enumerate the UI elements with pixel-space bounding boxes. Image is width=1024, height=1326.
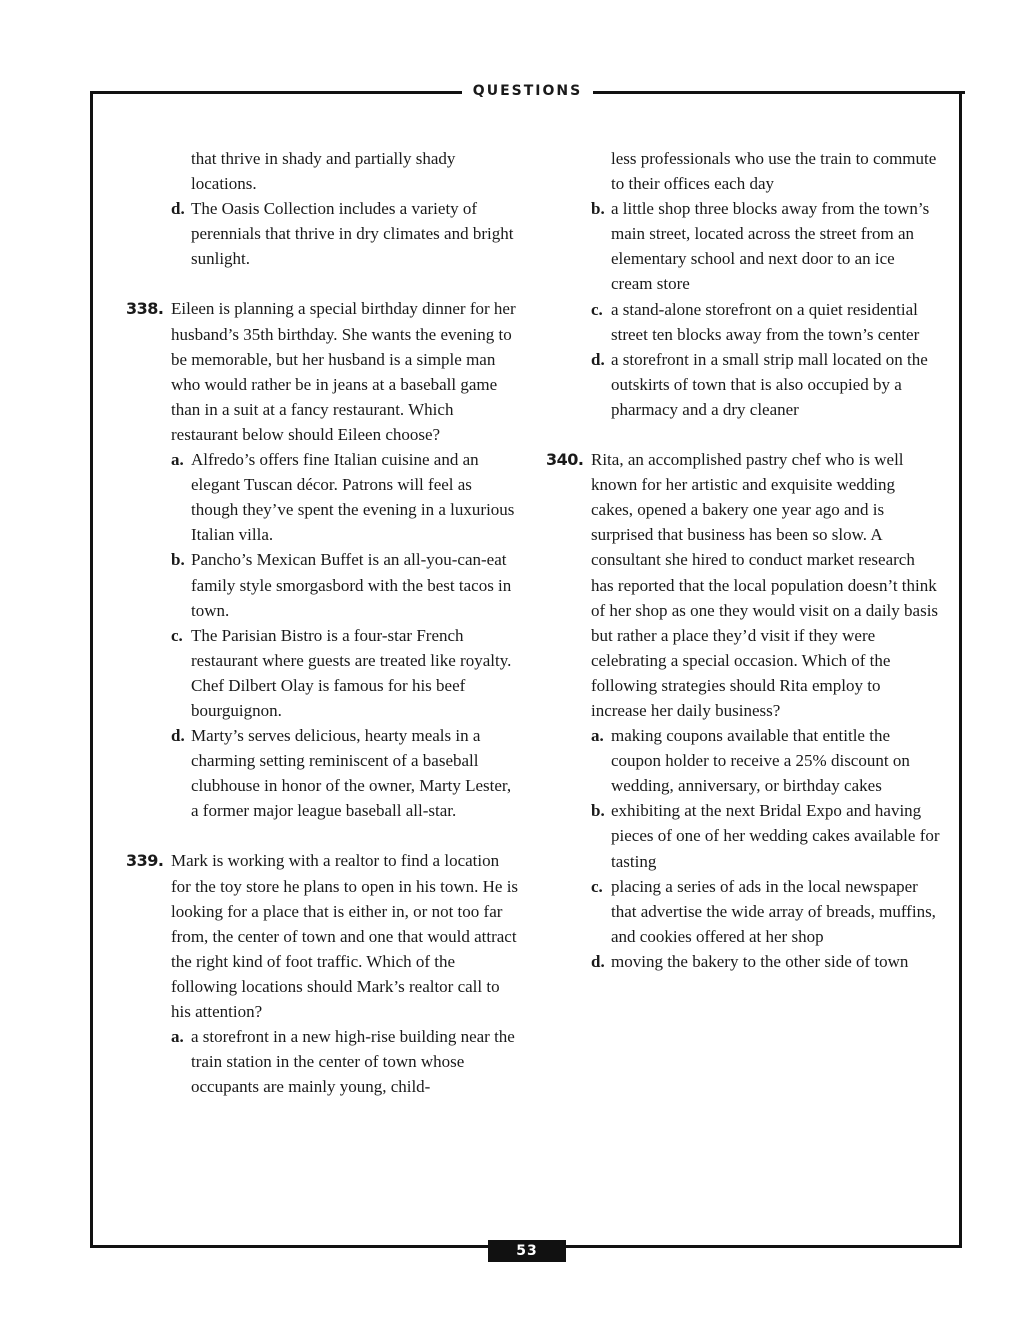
question-number: 339. bbox=[126, 851, 164, 871]
q340-option-c bbox=[540, 874, 940, 949]
option-text: The Parisian Bistro is a four-star French restaurant where guests are treated like royalty. Chef Dilbert Olay is famous for his beef bourguignon. bbox=[191, 625, 512, 720]
right-column bbox=[540, 146, 940, 974]
option-letter: c. bbox=[171, 625, 183, 645]
option-letter: c. bbox=[591, 299, 603, 319]
option-text: making coupons available that entitle the coupon holder to receive a 25% discount on wedding, anniversary, or birthday cakes bbox=[611, 726, 910, 796]
question-stem: Mark is working with a realtor to find a location for the toy store he plans to open in his town. He is looking for a place that is either in, or not too far from, the center of town and one that would attract the right kind of foot traffic. Which of the following locations should Mark’s realtor call to his attention? bbox=[171, 851, 519, 1021]
option-letter: d. bbox=[591, 951, 605, 971]
q340-option-a bbox=[540, 723, 940, 798]
q339-option-b bbox=[540, 196, 940, 296]
option-text: Alfredo’s offers fine Italian cuisine and an elegant Tuscan décor. Patrons will feel as though they’ve spent the evening in a luxurious Italian villa. bbox=[191, 450, 515, 545]
q338-option-d bbox=[120, 723, 520, 823]
option-letter: b. bbox=[591, 801, 605, 821]
option-text: Marty’s serves delicious, hearty meals in a charming setting reminiscent of a baseball clubhouse in honor of the owner, Marty Lester, a former major league baseball all-star. bbox=[191, 726, 512, 821]
option-text: a little shop three blocks away from the town’s main street, located across the street from an elementary school and next door to an ice cream store bbox=[611, 199, 930, 294]
section-header: QUESTIONS bbox=[472, 83, 583, 99]
q339-option-a bbox=[120, 1024, 520, 1099]
header-rule-right bbox=[593, 91, 965, 94]
q339-option-c bbox=[540, 297, 940, 347]
option-text: a stand-alone storefront on a quiet residential street ten blocks away from the town’s center bbox=[611, 299, 920, 344]
option-text: The Oasis Collection includes a variety of perennials that thrive in dry climates and bright sunlight. bbox=[191, 199, 514, 269]
option-text: Pancho’s Mexican Buffet is an all-you-can-eat family style smorgasbord with the best tacos in town. bbox=[191, 550, 512, 620]
question-number: 340. bbox=[546, 450, 584, 470]
question-stem: Rita, an accomplished pastry chef who is well known for her artistic and exquisite wedding cakes, opened a bakery one year ago and is surprised that business has been so slow. A consultant she hired to conduct market research has reported that the local population doesn’t think of her shop as one they would visit on a daily basis but rather a place they’d visit if they were celebrating a special occasion. Which of the following strategies should Rita employ to increase her daily business? bbox=[591, 450, 939, 720]
option-letter: a. bbox=[171, 450, 184, 470]
q340-option-b bbox=[540, 798, 940, 873]
option-letter: b. bbox=[591, 199, 605, 219]
q340-option-d bbox=[540, 949, 940, 974]
question-339 bbox=[120, 848, 520, 1024]
option-letter: a. bbox=[591, 726, 604, 746]
option-letter: c. bbox=[591, 876, 603, 896]
option-text: exhibiting at the next Bridal Expo and having pieces of one of her wedding cakes available for tasting bbox=[611, 801, 940, 871]
option-letter: d. bbox=[171, 199, 185, 219]
option-letter: d. bbox=[591, 349, 605, 369]
header-rule-left bbox=[90, 91, 462, 94]
option-text: a storefront in a small strip mall located on the outskirts of town that is also occupied by a pharmacy and a dry cleaner bbox=[611, 349, 928, 419]
option-text: placing a series of ads in the local newspaper that advertise the wide array of breads, muffins, and cookies offered at her shop bbox=[611, 876, 936, 946]
page-number: 53 bbox=[488, 1240, 566, 1262]
question-number: 338. bbox=[126, 299, 164, 319]
option-letter: a. bbox=[171, 1027, 184, 1047]
option-letter: d. bbox=[171, 726, 185, 746]
q338-option-b bbox=[120, 547, 520, 622]
left-column bbox=[120, 146, 520, 1099]
option-letter: b. bbox=[171, 550, 185, 570]
question-338 bbox=[120, 296, 520, 447]
question-340 bbox=[540, 447, 940, 723]
option-text: moving the bakery to the other side of town bbox=[611, 951, 909, 971]
option-text: a storefront in a new high-rise building near the train station in the center of town whose occupants are mainly young, child- bbox=[191, 1027, 515, 1097]
option-d-prev bbox=[120, 196, 520, 271]
q338-option-a bbox=[120, 447, 520, 547]
q338-option-c bbox=[120, 623, 520, 723]
continued-option-text: less professionals who use the train to commute to their offices each day bbox=[611, 149, 937, 194]
continued-option-text: that thrive in shady and partially shady locations. bbox=[191, 149, 456, 194]
question-stem: Eileen is planning a special birthday dinner for her husband’s 35th birthday. She wants the evening to be memorable, but her husband is a simple man who would rather be in jeans at a baseball game than in a suit at a fancy restaurant. Which restaurant below should Eileen choose? bbox=[171, 299, 516, 444]
q339-option-d bbox=[540, 347, 940, 422]
